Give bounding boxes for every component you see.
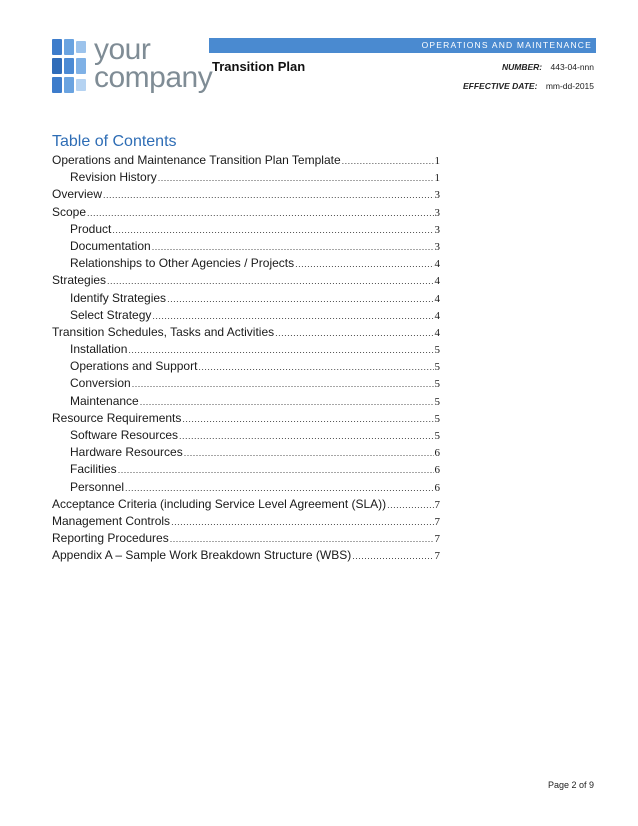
toc-leader-dots xyxy=(182,411,433,428)
logo-line-2: company xyxy=(94,61,213,94)
toc-entry[interactable] xyxy=(52,169,440,186)
toc-entry[interactable] xyxy=(52,530,440,547)
toc-entry-page: 4 xyxy=(434,258,440,271)
toc-entry-title: Reporting Procedures xyxy=(52,531,169,546)
toc-entry-title: Operations and Maintenance Transition Plan Template xyxy=(52,153,341,167)
toc-leader-dots xyxy=(387,497,433,514)
toc-heading: Table of Contents xyxy=(52,133,177,150)
toc-entry[interactable] xyxy=(52,547,440,564)
toc-entry-page: 4 xyxy=(434,309,440,322)
toc-entry-title: Software Resources xyxy=(70,428,179,442)
toc-entry-page: 5 xyxy=(434,430,440,442)
table-of-contents xyxy=(52,152,440,565)
toc-leader-dots xyxy=(184,445,434,462)
toc-leader-dots xyxy=(112,222,433,239)
toc-entry-page: 7 xyxy=(434,533,440,546)
toc-entry-page: 5 xyxy=(434,395,440,408)
toc-entry[interactable] xyxy=(52,479,440,496)
toc-entry-page: 3 xyxy=(434,189,440,202)
toc-leader-dots xyxy=(140,394,434,411)
toc-entry-page: 3 xyxy=(434,223,440,236)
toc-entry[interactable] xyxy=(52,375,440,392)
toc-leader-dots xyxy=(179,428,433,445)
toc-entry[interactable] xyxy=(52,324,440,341)
toc-entry-title: Operations and Support xyxy=(70,359,198,374)
toc-entry-title: Installation xyxy=(70,342,128,357)
toc-entry-page: 5 xyxy=(434,412,440,425)
header-band: OPERATIONS AND MAINTENANCE xyxy=(209,38,596,53)
toc-leader-dots xyxy=(107,273,433,290)
toc-entry-title: Identify Strategies xyxy=(70,290,167,305)
toc-entry-title: Acceptance Criteria (including Service Level Agreement (SLA)) xyxy=(52,496,387,511)
effective-date-value: mm-dd-2015 xyxy=(545,81,594,91)
toc-entry-title: Maintenance xyxy=(70,393,139,408)
toc-entry[interactable] xyxy=(52,290,440,307)
toc-entry[interactable] xyxy=(52,204,440,221)
toc-leader-dots xyxy=(198,359,433,376)
number-field xyxy=(502,62,594,72)
toc-leader-dots xyxy=(87,205,433,222)
toc-entry-page: 6 xyxy=(434,481,440,494)
toc-entry-title: Appendix A – Sample Work Breakdown Structure (WBS) xyxy=(52,548,352,563)
toc-entry-page: 3 xyxy=(434,206,440,219)
toc-entry[interactable] xyxy=(52,461,440,478)
toc-entry-page: 1 xyxy=(434,172,440,185)
toc-entry[interactable] xyxy=(52,255,440,272)
toc-entry-page: 4 xyxy=(434,326,440,339)
toc-leader-dots xyxy=(152,239,434,256)
toc-entry[interactable] xyxy=(52,444,440,461)
toc-entry[interactable] xyxy=(52,427,440,444)
toc-entry-title: Personnel xyxy=(70,479,125,494)
toc-leader-dots xyxy=(352,548,433,565)
toc-entry-title: Relationships to Other Agencies / Projects xyxy=(70,256,295,271)
toc-leader-dots xyxy=(132,376,434,393)
toc-leader-dots xyxy=(275,325,433,342)
toc-entry[interactable] xyxy=(52,393,440,410)
toc-entry-title: Resource Requirements xyxy=(52,410,182,425)
toc-entry[interactable] xyxy=(52,513,440,530)
toc-leader-dots xyxy=(103,187,433,204)
toc-entry[interactable] xyxy=(52,410,440,427)
toc-entry-page: 5 xyxy=(434,361,440,374)
toc-entry-page: 6 xyxy=(434,447,440,460)
toc-entry-title: Facilities xyxy=(70,462,117,477)
toc-entry-title: Management Controls xyxy=(52,513,171,528)
effective-date-field xyxy=(463,81,594,91)
toc-entry[interactable] xyxy=(52,307,440,324)
toc-entry-page: 6 xyxy=(434,464,440,477)
toc-entry-page: 5 xyxy=(434,344,440,357)
toc-entry[interactable] xyxy=(52,238,440,255)
toc-leader-dots xyxy=(171,514,433,531)
toc-entry-page: 7 xyxy=(434,498,440,511)
document-title: Transition Plan xyxy=(212,59,306,74)
toc-entry[interactable] xyxy=(52,152,440,169)
toc-entry[interactable] xyxy=(52,221,440,238)
toc-entry-title: Product xyxy=(70,221,112,236)
company-logo xyxy=(52,33,213,100)
toc-entry[interactable] xyxy=(52,496,440,513)
toc-entry-page: 4 xyxy=(434,292,440,305)
logo-squares-icon xyxy=(52,39,88,95)
toc-leader-dots xyxy=(152,308,433,325)
logo-wordmark xyxy=(94,33,213,94)
number-label: NUMBER: xyxy=(502,62,543,72)
effective-date-label: EFFECTIVE DATE: xyxy=(462,81,538,91)
page-number: Page 2 of 9 xyxy=(547,780,594,790)
toc-entry-title: Documentation xyxy=(70,238,151,253)
toc-entry-title: Scope xyxy=(52,204,87,219)
toc-entry-title: Overview xyxy=(52,187,103,202)
toc-entry-title: Strategies xyxy=(52,273,107,288)
toc-entry-title: Revision History xyxy=(70,170,157,185)
toc-leader-dots xyxy=(125,480,433,497)
toc-entry-title: Select Strategy xyxy=(70,307,152,322)
toc-entry-page: 4 xyxy=(434,275,440,288)
logo-line-1: your xyxy=(94,33,151,66)
toc-entry[interactable] xyxy=(52,341,440,358)
toc-leader-dots xyxy=(170,531,434,548)
toc-entry-title: Hardware Resources xyxy=(70,445,183,460)
toc-entry-title: Conversion xyxy=(70,376,131,391)
toc-entry[interactable] xyxy=(52,186,440,203)
toc-entry-page: 1 xyxy=(434,155,440,167)
toc-leader-dots xyxy=(128,342,433,359)
toc-entry[interactable] xyxy=(52,272,440,289)
toc-leader-dots xyxy=(342,153,434,170)
toc-leader-dots xyxy=(158,170,434,187)
toc-entry-page: 7 xyxy=(434,550,440,563)
toc-entry-page: 5 xyxy=(434,378,440,391)
toc-leader-dots xyxy=(167,291,433,308)
toc-leader-dots xyxy=(118,462,434,479)
toc-entry-title: Transition Schedules, Tasks and Activities xyxy=(52,324,275,339)
toc-entry[interactable] xyxy=(52,358,440,375)
number-value: 443-04-nnn xyxy=(550,62,594,72)
toc-entry-page: 7 xyxy=(434,515,440,528)
toc-entry-page: 3 xyxy=(434,240,440,253)
toc-leader-dots xyxy=(295,256,433,273)
